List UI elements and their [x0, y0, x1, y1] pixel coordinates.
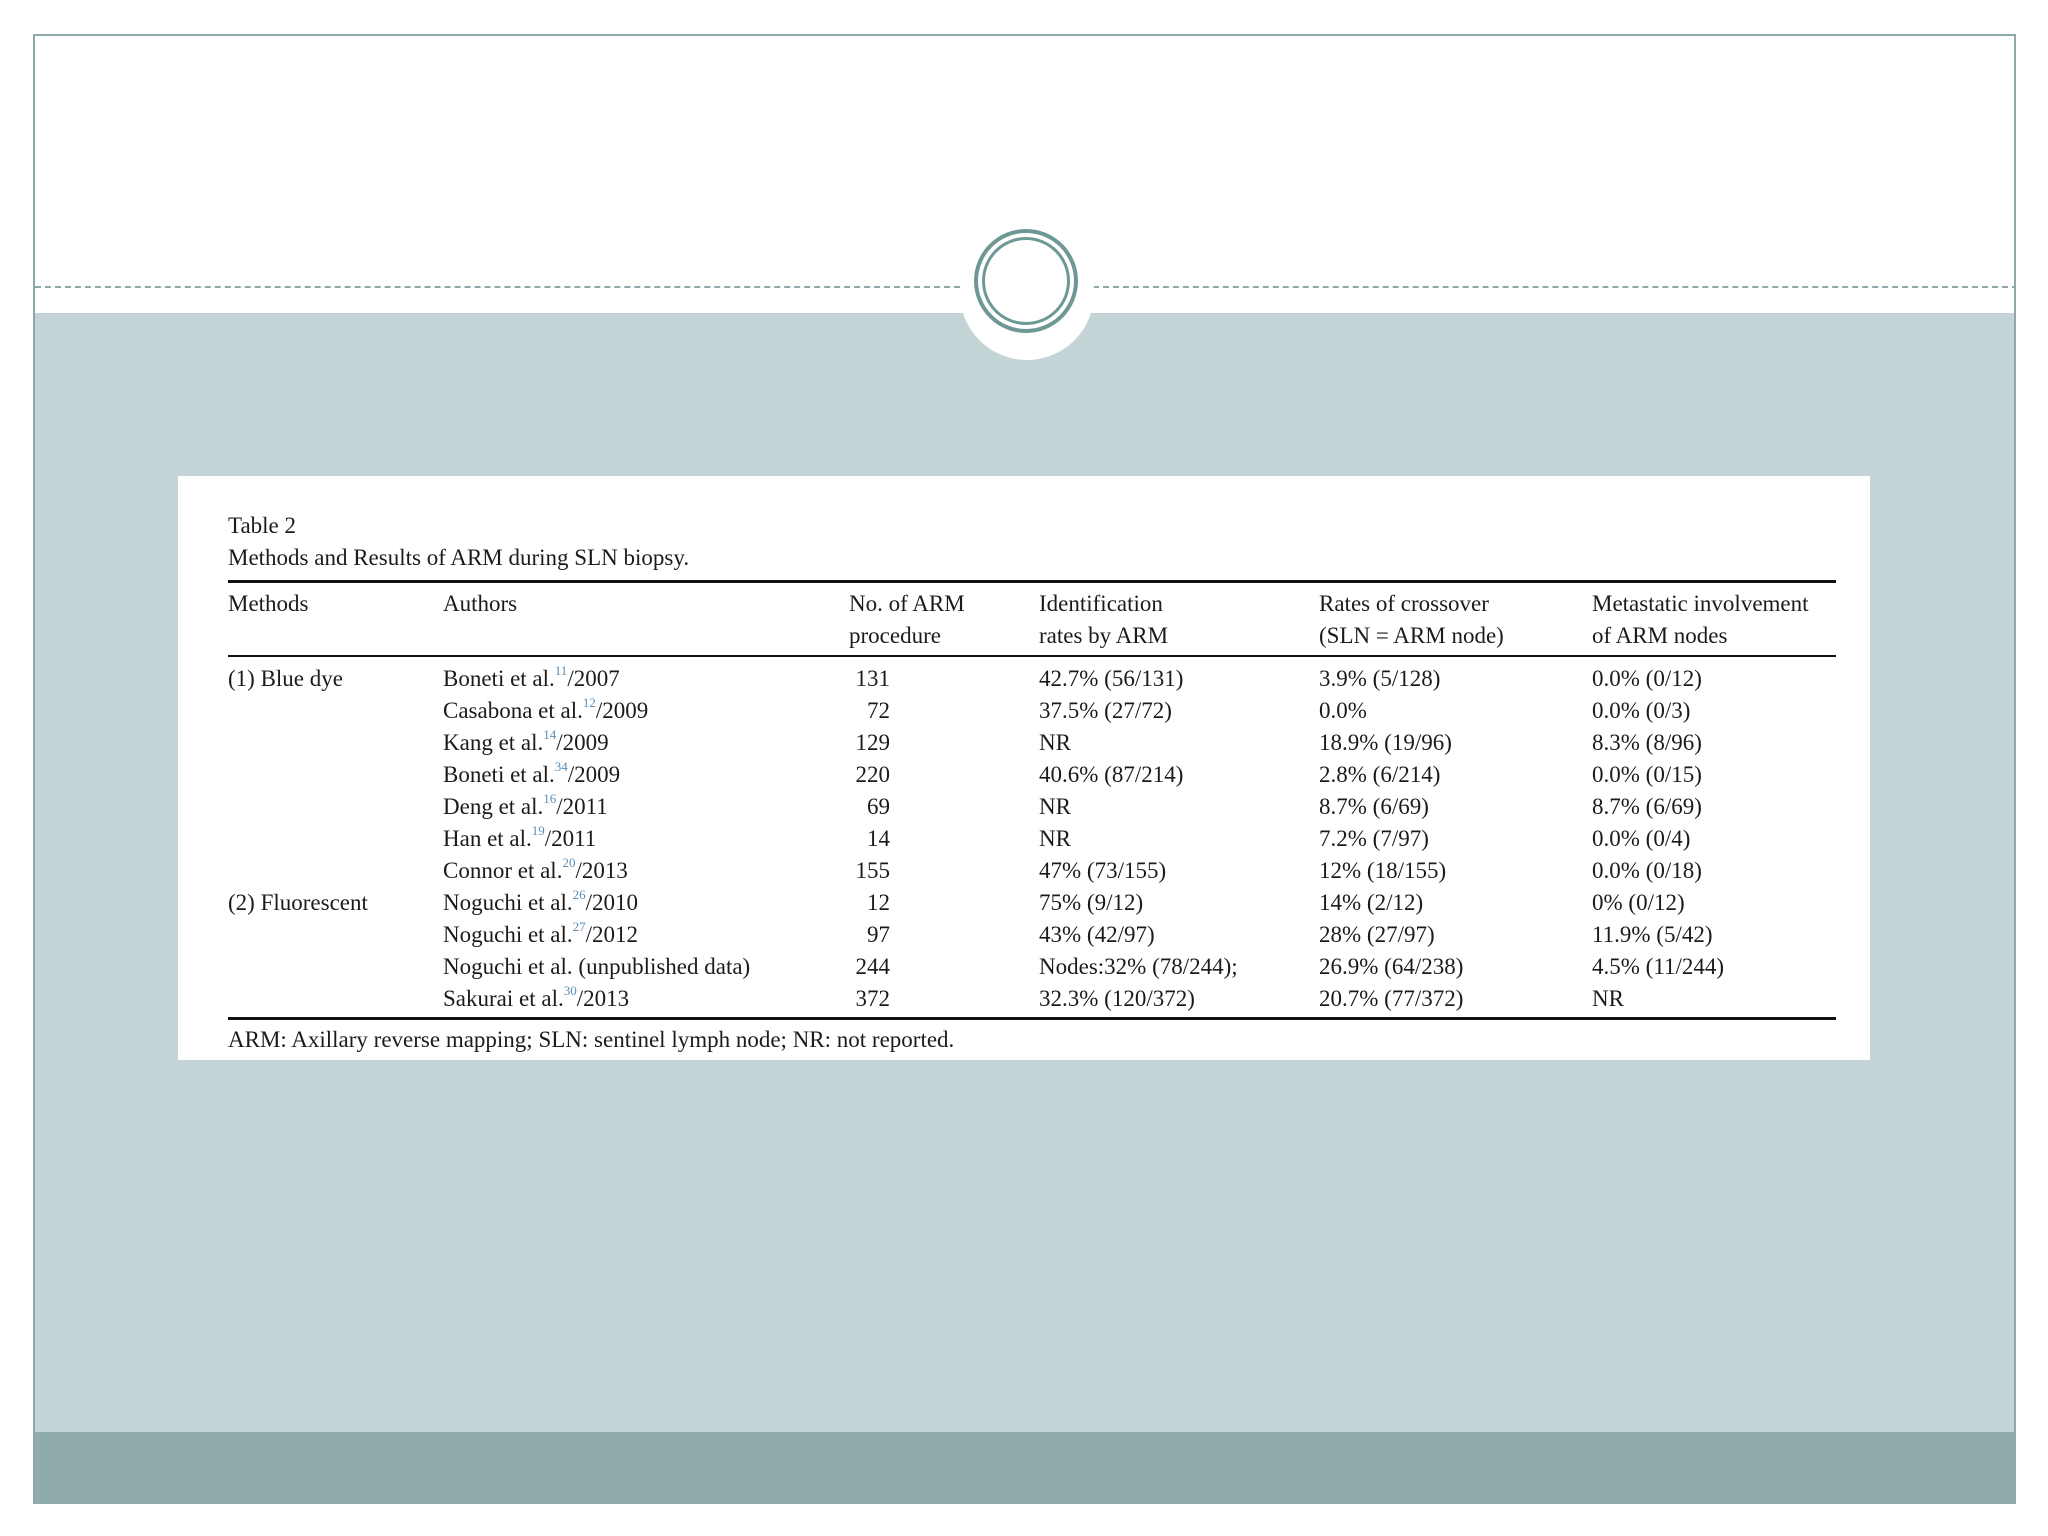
- cell-author: [443, 663, 849, 695]
- column-header-line: rates by ARM: [1039, 623, 1169, 648]
- column-header-line: Identification: [1039, 591, 1163, 616]
- cell-method: [228, 983, 443, 1015]
- cell-crossover: 3.9% (5/128): [1319, 666, 1441, 691]
- author-name: Kang et al.: [443, 730, 544, 755]
- column-header-line: Metastatic involvement: [1592, 591, 1809, 616]
- cell-author: [443, 887, 849, 919]
- cell-identification: Nodes:32% (78/244);: [1039, 954, 1238, 979]
- publication-year: /2009: [567, 762, 621, 787]
- cell-crossover: 2.8% (6/214): [1319, 762, 1441, 787]
- cell-crossover: 0.0%: [1319, 698, 1367, 723]
- cell-method: [228, 695, 443, 727]
- reference-number: 14: [543, 727, 557, 742]
- cell-procedures: 14: [867, 826, 890, 851]
- author-name: Noguchi et al. (unpublished data): [443, 954, 751, 979]
- cell-metastatic: NR: [1592, 986, 1624, 1011]
- author-name: Casabona et al.: [443, 698, 583, 723]
- publication-year: /2012: [585, 922, 639, 947]
- reference-number: 19: [531, 823, 545, 838]
- cell-metastatic: 8.7% (6/69): [1592, 794, 1702, 819]
- cell-procedures: 129: [855, 730, 890, 755]
- divider-dashed-right: [1093, 286, 2016, 288]
- cell-metastatic: 11.9% (5/42): [1592, 922, 1713, 947]
- author-name: Noguchi et al.: [443, 890, 573, 915]
- cell-method: (1) Blue dye: [228, 666, 343, 691]
- cell-procedures: 97: [867, 922, 890, 947]
- cell-method: [228, 855, 443, 887]
- publication-year: /2009: [595, 698, 649, 723]
- cell-method: [228, 759, 443, 791]
- cell-metastatic: 4.5% (11/244): [1592, 954, 1725, 979]
- cell-metastatic: 0.0% (0/12): [1592, 666, 1702, 691]
- cell-procedures: 372: [855, 986, 890, 1011]
- cell-author: [443, 919, 849, 951]
- cell-crossover: 28% (27/97): [1319, 922, 1435, 947]
- reference-number: 30: [563, 983, 577, 998]
- cell-crossover: 26.9% (64/238): [1319, 954, 1464, 979]
- cell-method: [228, 951, 443, 983]
- cell-identification: 43% (42/97): [1039, 922, 1155, 947]
- author-name: Connor et al.: [443, 858, 563, 883]
- column-header-line: procedure: [849, 623, 941, 648]
- publication-year: /2010: [585, 890, 639, 915]
- cell-author: [443, 791, 849, 823]
- cell-procedures: 244: [855, 954, 890, 979]
- column-header-line: Authors: [443, 591, 518, 616]
- publication-year: /2009: [556, 730, 609, 755]
- cell-identification: 37.5% (27/72): [1039, 698, 1172, 723]
- cell-procedures: 69: [867, 794, 890, 819]
- cell-identification: 40.6% (87/214): [1039, 762, 1184, 787]
- reference-number: 34: [554, 759, 568, 774]
- publication-year: /2007: [567, 666, 620, 691]
- cell-crossover: 7.2% (7/97): [1319, 826, 1429, 851]
- column-header-line: of ARM nodes: [1592, 623, 1728, 648]
- column-header-line: [443, 620, 849, 652]
- cell-method: [228, 823, 443, 855]
- author-name: Boneti et al.: [443, 666, 555, 691]
- column-header-line: [228, 620, 443, 652]
- cell-identification: NR: [1039, 826, 1071, 851]
- column-header: [1319, 583, 1592, 655]
- cell-author: [443, 695, 849, 727]
- publication-year: /2011: [544, 826, 597, 851]
- cell-identification: NR: [1039, 794, 1071, 819]
- cell-crossover: 14% (2/12): [1319, 890, 1424, 915]
- cell-metastatic: 8.3% (8/96): [1592, 730, 1702, 755]
- cell-crossover: 20.7% (77/372): [1319, 986, 1464, 1011]
- cell-crossover: 8.7% (6/69): [1319, 794, 1429, 819]
- table-footnote: ARM: Axillary reverse mapping; SLN: sentinel lymph node; NR: not reported.: [228, 1027, 955, 1052]
- table-header: [228, 583, 1836, 655]
- cell-author: [443, 727, 849, 759]
- cell-identification: 42.7% (56/131): [1039, 666, 1184, 691]
- reference-number: 20: [562, 855, 576, 870]
- divider-dashed-left: [35, 286, 970, 288]
- cell-metastatic: 0% (0/12): [1592, 890, 1685, 915]
- publication-year: /2013: [576, 986, 630, 1011]
- table-image: [178, 476, 1870, 1060]
- cell-metastatic: 0.0% (0/4): [1592, 826, 1691, 851]
- cell-author: [443, 759, 849, 791]
- author-name: Deng et al.: [443, 794, 544, 819]
- cell-method: [228, 791, 443, 823]
- cell-identification: 47% (73/155): [1039, 858, 1167, 883]
- column-header-line: Methods: [228, 591, 309, 616]
- cell-identification: 32.3% (120/372): [1039, 986, 1195, 1011]
- column-header: [1039, 583, 1319, 655]
- cell-procedures: 220: [855, 762, 890, 787]
- cell-procedures: 72: [867, 698, 890, 723]
- column-header-line: No. of ARM: [849, 591, 965, 616]
- reference-number: 16: [543, 791, 557, 806]
- cell-identification: NR: [1039, 730, 1071, 755]
- cell-author: [443, 951, 849, 983]
- cell-identification: 75% (9/12): [1039, 890, 1144, 915]
- column-header: [443, 583, 849, 655]
- cell-crossover: 12% (18/155): [1319, 858, 1447, 883]
- cell-author: [443, 855, 849, 887]
- author-name: Han et al.: [443, 826, 532, 851]
- column-header-line: (SLN = ARM node): [1319, 623, 1504, 648]
- cell-author: [443, 983, 849, 1015]
- cell-metastatic: 0.0% (0/15): [1592, 762, 1702, 787]
- table-body: [228, 657, 1836, 1017]
- reference-number: 27: [572, 919, 586, 934]
- author-name: Boneti et al.: [443, 762, 555, 787]
- cell-procedures: 155: [855, 858, 890, 883]
- reference-number: 11: [554, 663, 568, 678]
- cell-author: [443, 823, 849, 855]
- column-header: [228, 583, 443, 655]
- cell-procedures: 131: [855, 666, 890, 691]
- cell-method: [228, 919, 443, 951]
- publication-year: /2011: [556, 794, 608, 819]
- circle-ornament-inner-ring: [982, 237, 1070, 325]
- reference-number: 12: [582, 695, 596, 710]
- publication-year: /2013: [575, 858, 628, 883]
- reference-number: 26: [572, 887, 586, 902]
- author-name: Sakurai et al.: [443, 986, 564, 1011]
- author-name: Noguchi et al.: [443, 922, 573, 947]
- cell-method: (2) Fluorescent: [228, 890, 368, 915]
- cell-metastatic: 0.0% (0/3): [1592, 698, 1691, 723]
- slide-footer-band: [35, 1432, 2014, 1504]
- cell-method: [228, 727, 443, 759]
- cell-crossover: 18.9% (19/96): [1319, 730, 1452, 755]
- cell-procedures: 12: [867, 890, 890, 915]
- table-label: Table 2: [228, 513, 297, 538]
- cell-metastatic: 0.0% (0/18): [1592, 858, 1702, 883]
- column-header: [849, 583, 1039, 655]
- column-header: [1592, 583, 1836, 655]
- table-caption: Methods and Results of ARM during SLN biopsy.: [228, 545, 690, 570]
- column-header-line: Rates of crossover: [1319, 591, 1489, 616]
